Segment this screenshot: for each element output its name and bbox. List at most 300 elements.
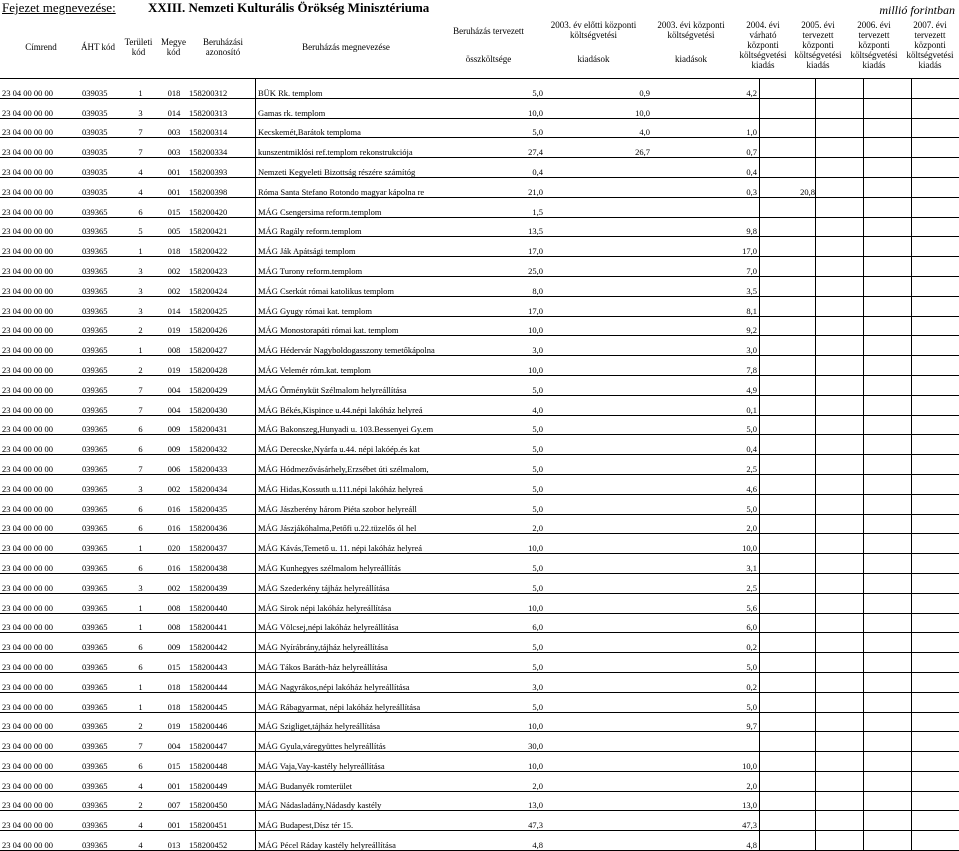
cimrend-cell: 23 04 00 00 00	[0, 554, 82, 574]
kiadas-2007-cell	[911, 217, 959, 237]
kiadas-2003-elotti-cell	[545, 633, 652, 653]
kiadas-2005-cell	[816, 554, 864, 574]
megye-cell: 003	[159, 118, 189, 138]
header-azonosito: Beruházási azonosító	[203, 37, 243, 57]
megnevezes-cell: MÁG Cserkút római katolikus templom	[256, 276, 439, 296]
teruleti-cell: 6	[122, 435, 159, 455]
kiadas-2004-cell	[760, 672, 816, 692]
kiadas-2006-cell	[863, 494, 911, 514]
kiadas-2004-cell	[760, 197, 816, 217]
table-row	[0, 692, 959, 712]
kiadas-2006-cell	[863, 554, 911, 574]
kiadas-2003-elotti-cell	[545, 593, 652, 613]
kiadas-2006-cell	[863, 534, 911, 554]
azonosito-cell: 158200433	[189, 455, 256, 475]
aht-cell: 039365	[82, 573, 122, 593]
azonosito-cell: 158200441	[189, 613, 256, 633]
cimrend-cell: 23 04 00 00 00	[0, 415, 82, 435]
kiadas-2005-cell	[816, 356, 864, 376]
kiadas-2005-cell	[816, 514, 864, 534]
teruleti-cell: 1	[122, 672, 159, 692]
megye-cell: 014	[159, 98, 189, 118]
teruleti-cell: 2	[122, 712, 159, 732]
kiadas-2007-cell	[911, 237, 959, 257]
kiadas-2007-cell	[911, 633, 959, 653]
kiadas-2007-cell	[911, 593, 959, 613]
azonosito-cell: 158200447	[189, 732, 256, 752]
kiadas-2006-cell	[863, 732, 911, 752]
aht-cell: 039365	[82, 771, 122, 791]
azonosito-cell: 158200426	[189, 316, 256, 336]
osszkoltseg-cell: 8,0	[438, 276, 545, 296]
aht-cell: 039365	[82, 395, 122, 415]
osszkoltseg-cell: 47,3	[438, 811, 545, 831]
kiadas-2003-cell: 0,3	[652, 177, 760, 197]
kiadas-2003-cell: 2,5	[652, 573, 760, 593]
kiadas-2003-cell: 9,2	[652, 316, 760, 336]
teruleti-cell: 7	[122, 118, 159, 138]
cimrend-cell: 23 04 00 00 00	[0, 158, 82, 178]
megye-cell: 004	[159, 375, 189, 395]
kiadas-2006-cell	[863, 395, 911, 415]
cimrend-cell: 23 04 00 00 00	[0, 712, 82, 732]
megnevezes-cell: MÁG Gyula,váregyüttes helyreállítás	[256, 732, 439, 752]
kiadas-2003-elotti-cell: 26,7	[545, 138, 652, 158]
aht-cell: 039365	[82, 415, 122, 435]
azonosito-cell: 158200444	[189, 672, 256, 692]
cimrend-cell: 23 04 00 00 00	[0, 455, 82, 475]
teruleti-cell: 3	[122, 257, 159, 277]
table-row	[0, 177, 959, 197]
kiadas-2005-cell	[816, 158, 864, 178]
kiadas-2003-cell: 2,0	[652, 771, 760, 791]
azonosito-cell: 158200443	[189, 653, 256, 673]
osszkoltseg-cell: 1,5	[438, 197, 545, 217]
kiadas-2006-cell	[863, 514, 911, 534]
megye-cell: 019	[159, 316, 189, 336]
table-row	[0, 752, 959, 772]
kiadas-2007-cell	[911, 712, 959, 732]
table-row	[0, 633, 959, 653]
cimrend-cell: 23 04 00 00 00	[0, 633, 82, 653]
kiadas-2004-cell	[760, 276, 816, 296]
aht-cell: 039365	[82, 237, 122, 257]
megye-cell: 015	[159, 752, 189, 772]
kiadas-2003-elotti-cell	[545, 197, 652, 217]
kiadas-2007-cell	[911, 276, 959, 296]
table-row	[0, 712, 959, 732]
megye-cell: 001	[159, 771, 189, 791]
kiadas-2007-cell	[911, 138, 959, 158]
teruleti-cell: 3	[122, 276, 159, 296]
megnevezes-cell: MÁG Rábagyarmat, népi lakóház helyreállítása	[256, 692, 439, 712]
aht-cell: 039365	[82, 653, 122, 673]
megnevezes-cell: MÁG Monostorapáti római kat. templom	[256, 316, 439, 336]
table-row	[0, 534, 959, 554]
megnevezes-cell: Kecskemét,Barátok temploma	[256, 118, 439, 138]
kiadas-2005-cell	[816, 217, 864, 237]
kiadas-2006-cell	[863, 79, 911, 98]
azonosito-cell: 158200423	[189, 257, 256, 277]
osszkoltseg-cell: 10,0	[438, 593, 545, 613]
aht-cell: 039365	[82, 633, 122, 653]
kiadas-2006-cell	[863, 455, 911, 475]
teruleti-cell: 6	[122, 494, 159, 514]
azonosito-cell: 158200398	[189, 177, 256, 197]
kiadas-2005-cell	[816, 316, 864, 336]
kiadas-2003-elotti-cell	[545, 395, 652, 415]
aht-cell: 039365	[82, 435, 122, 455]
azonosito-cell: 158200436	[189, 514, 256, 534]
kiadas-2005-cell	[816, 336, 864, 356]
megye-cell: 018	[159, 692, 189, 712]
azonosito-cell: 158200451	[189, 811, 256, 831]
kiadas-2005-cell	[816, 415, 864, 435]
megnevezes-cell: MÁG Gyugy római kat. templom	[256, 296, 439, 316]
kiadas-2005-cell	[816, 257, 864, 277]
megnevezes-cell: kunszentmiklósi ref.templom rekonstrukciója	[256, 138, 439, 158]
teruleti-cell: 7	[122, 375, 159, 395]
kiadas-2003-elotti-cell	[545, 177, 652, 197]
teruleti-cell: 6	[122, 514, 159, 534]
megnevezes-cell: BÜK Rk. templom	[256, 79, 439, 98]
aht-cell: 039365	[82, 752, 122, 772]
osszkoltseg-cell: 5,0	[438, 554, 545, 574]
kiadas-2004-cell: 20,8	[760, 177, 816, 197]
aht-cell: 039365	[82, 831, 122, 851]
megye-cell: 015	[159, 197, 189, 217]
azonosito-cell: 158200449	[189, 771, 256, 791]
osszkoltseg-cell: 3,0	[438, 336, 545, 356]
table-row	[0, 791, 959, 811]
megnevezes-cell: MÁG Sirok népi lakóház helyreállítása	[256, 593, 439, 613]
kiadas-2006-cell	[863, 771, 911, 791]
kiadas-2003-elotti-cell	[545, 712, 652, 732]
azonosito-cell: 158200434	[189, 474, 256, 494]
osszkoltseg-cell: 5,0	[438, 633, 545, 653]
megye-cell: 020	[159, 534, 189, 554]
megnevezes-cell: MÁG Velemér róm.kat. templom	[256, 356, 439, 376]
table-row	[0, 455, 959, 475]
kiadas-2004-cell	[760, 296, 816, 316]
table-row	[0, 395, 959, 415]
kiadas-2003-cell: 2,5	[652, 455, 760, 475]
kiadas-2003-cell: 47,3	[652, 811, 760, 831]
kiadas-2004-cell	[760, 217, 816, 237]
kiadas-2003-elotti-cell	[545, 514, 652, 534]
kiadas-2004-cell	[760, 435, 816, 455]
kiadas-2004-cell	[760, 455, 816, 475]
kiadas-2003-cell: 10,0	[652, 752, 760, 772]
megnevezes-cell: MÁG Derecske,Nyárfa u.44. népi lakóép.és kat	[256, 435, 439, 455]
kiadas-2006-cell	[863, 653, 911, 673]
kiadas-2007-cell	[911, 752, 959, 772]
kiadas-2007-cell	[911, 79, 959, 98]
megnevezes-cell: MÁG Hódmezővásárhely,Erzsébet úti szélmalom,	[256, 455, 439, 475]
kiadas-2003-cell: 5,0	[652, 415, 760, 435]
kiadas-2003-elotti-cell	[545, 276, 652, 296]
aht-cell: 039365	[82, 197, 122, 217]
aht-cell: 039365	[82, 554, 122, 574]
megnevezes-cell: MÁG Csengersima reform.templom	[256, 197, 439, 217]
kiadas-2005-cell	[816, 276, 864, 296]
azonosito-cell: 158200422	[189, 237, 256, 257]
osszkoltseg-cell: 3,0	[438, 672, 545, 692]
kiadas-2004-cell	[760, 79, 816, 98]
kiadas-2003-cell: 3,5	[652, 276, 760, 296]
teruleti-cell: 1	[122, 613, 159, 633]
cimrend-cell: 23 04 00 00 00	[0, 375, 82, 395]
kiadas-2003-elotti-cell	[545, 415, 652, 435]
kiadas-2007-cell	[911, 158, 959, 178]
table-row	[0, 415, 959, 435]
osszkoltseg-cell: 13,5	[438, 217, 545, 237]
header-2006: 2006. évi tervezett központi költségvetési kiadás	[850, 20, 898, 70]
header-cimrend: Címrend	[25, 42, 57, 52]
aht-cell: 039365	[82, 316, 122, 336]
cimrend-cell: 23 04 00 00 00	[0, 494, 82, 514]
cimrend-cell: 23 04 00 00 00	[0, 197, 82, 217]
azonosito-cell: 158200432	[189, 435, 256, 455]
azonosito-cell: 158200435	[189, 494, 256, 514]
cimrend-cell: 23 04 00 00 00	[0, 831, 82, 851]
kiadas-2006-cell	[863, 177, 911, 197]
ministry-name: XXIII. Nemzeti Kulturális Örökség Minisztériuma	[148, 0, 430, 15]
osszkoltseg-cell: 2,0	[438, 514, 545, 534]
osszkoltseg-cell: 5,0	[438, 435, 545, 455]
megye-cell: 001	[159, 158, 189, 178]
cimrend-cell: 23 04 00 00 00	[0, 79, 82, 98]
azonosito-cell: 158200393	[189, 158, 256, 178]
kiadas-2005-cell	[816, 653, 864, 673]
kiadas-2007-cell	[911, 98, 959, 118]
kiadas-2007-cell	[911, 455, 959, 475]
megye-cell: 008	[159, 613, 189, 633]
kiadas-2003-elotti-cell	[545, 831, 652, 851]
kiadas-2004-cell	[760, 237, 816, 257]
kiadas-2007-cell	[911, 316, 959, 336]
kiadas-2006-cell	[863, 831, 911, 851]
kiadas-2003-cell: 9,8	[652, 217, 760, 237]
kiadas-2004-cell	[760, 732, 816, 752]
azonosito-cell: 158200442	[189, 633, 256, 653]
kiadas-2003-elotti-cell	[545, 158, 652, 178]
kiadas-2006-cell	[863, 593, 911, 613]
kiadas-2003-cell: 17,0	[652, 237, 760, 257]
osszkoltseg-cell: 13,0	[438, 791, 545, 811]
osszkoltseg-cell: 5,0	[438, 653, 545, 673]
megnevezes-cell: MÁG Ják Apátsági templom	[256, 237, 439, 257]
kiadas-2004-cell	[760, 494, 816, 514]
megye-cell: 018	[159, 79, 189, 98]
megye-cell: 006	[159, 455, 189, 475]
kiadas-2003-elotti-cell	[545, 316, 652, 336]
kiadas-2007-cell	[911, 514, 959, 534]
megnevezes-cell: MÁG Ragály reform.templom	[256, 217, 439, 237]
kiadas-2004-cell	[760, 316, 816, 336]
aht-cell: 039365	[82, 455, 122, 475]
megye-cell: 004	[159, 732, 189, 752]
teruleti-cell: 6	[122, 197, 159, 217]
teruleti-cell: 4	[122, 158, 159, 178]
kiadas-2003-elotti-cell	[545, 494, 652, 514]
aht-cell: 039035	[82, 138, 122, 158]
azonosito-cell: 158200424	[189, 276, 256, 296]
kiadas-2004-cell	[760, 791, 816, 811]
kiadas-2005-cell	[816, 98, 864, 118]
kiadas-2003-elotti-cell	[545, 534, 652, 554]
kiadas-2005-cell	[816, 177, 864, 197]
kiadas-2003-cell: 4,6	[652, 474, 760, 494]
kiadas-2003-elotti-cell	[545, 771, 652, 791]
kiadas-2006-cell	[863, 276, 911, 296]
kiadas-2005-cell	[816, 474, 864, 494]
osszkoltseg-cell: 10,0	[438, 356, 545, 376]
aht-cell: 039365	[82, 712, 122, 732]
kiadas-2006-cell	[863, 98, 911, 118]
osszkoltseg-cell: 5,0	[438, 455, 545, 475]
cimrend-cell: 23 04 00 00 00	[0, 177, 82, 197]
kiadas-2005-cell	[816, 395, 864, 415]
kiadas-2005-cell	[816, 79, 864, 98]
megye-cell: 019	[159, 356, 189, 376]
kiadas-2007-cell	[911, 177, 959, 197]
teruleti-cell: 2	[122, 316, 159, 336]
teruleti-cell: 1	[122, 336, 159, 356]
megye-cell: 018	[159, 237, 189, 257]
kiadas-2003-elotti-cell	[545, 356, 652, 376]
megye-cell: 004	[159, 395, 189, 415]
kiadas-2003-elotti-cell	[545, 257, 652, 277]
osszkoltseg-cell: 5,0	[438, 118, 545, 138]
azonosito-cell: 158200314	[189, 118, 256, 138]
cimrend-cell: 23 04 00 00 00	[0, 692, 82, 712]
cimrend-cell: 23 04 00 00 00	[0, 672, 82, 692]
azonosito-cell: 158200439	[189, 573, 256, 593]
teruleti-cell: 3	[122, 573, 159, 593]
kiadas-2006-cell	[863, 672, 911, 692]
kiadas-2003-cell: 7,8	[652, 356, 760, 376]
kiadas-2004-cell	[760, 336, 816, 356]
teruleti-cell: 4	[122, 811, 159, 831]
megnevezes-cell: Gamas rk. templom	[256, 98, 439, 118]
azonosito-cell: 158200420	[189, 197, 256, 217]
kiadas-2003-elotti-cell	[545, 672, 652, 692]
header-2007: 2007. évi tervezett központi költségvetési kiadás	[906, 20, 954, 70]
megnevezes-cell: MÁG Turony reform.templom	[256, 257, 439, 277]
teruleti-cell: 6	[122, 752, 159, 772]
kiadas-2006-cell	[863, 257, 911, 277]
teruleti-cell: 2	[122, 356, 159, 376]
header-teruleti: Területi kód	[124, 37, 153, 57]
cimrend-cell: 23 04 00 00 00	[0, 771, 82, 791]
aht-cell: 039365	[82, 217, 122, 237]
megnevezes-cell: MÁG Kunhegyes szélmalom helyreállítás	[256, 554, 439, 574]
kiadas-2005-cell	[816, 197, 864, 217]
header-2003-elotti: 2003. év előtti központi költségvetési	[550, 20, 637, 40]
kiadas-2007-cell	[911, 296, 959, 316]
megye-cell: 007	[159, 791, 189, 811]
kiadas-2003-cell: 1,0	[652, 118, 760, 138]
kiadas-2003-cell: 8,1	[652, 296, 760, 316]
kiadas-2003-elotti-cell: 0,9	[545, 79, 652, 98]
teruleti-cell: 1	[122, 237, 159, 257]
kiadas-2007-cell	[911, 573, 959, 593]
megnevezes-cell: MÁG Jászberény három Piéta szobor helyreáll	[256, 494, 439, 514]
aht-cell: 039365	[82, 791, 122, 811]
megye-cell: 002	[159, 276, 189, 296]
kiadas-2003-cell: 0,4	[652, 435, 760, 455]
kiadas-2003-elotti-cell	[545, 573, 652, 593]
cimrend-cell: 23 04 00 00 00	[0, 336, 82, 356]
osszkoltseg-cell: 5,0	[438, 474, 545, 494]
table-row	[0, 732, 959, 752]
kiadas-2004-cell	[760, 692, 816, 712]
kiadas-2003-cell: 3,1	[652, 554, 760, 574]
kiadas-2005-cell	[816, 455, 864, 475]
osszkoltseg-cell: 10,0	[438, 316, 545, 336]
kiadas-2007-cell	[911, 692, 959, 712]
cimrend-cell: 23 04 00 00 00	[0, 217, 82, 237]
megnevezes-cell: MÁG Jászjákóhalma,Petőfi u.22.tüzelős ól hel	[256, 514, 439, 534]
teruleti-cell: 4	[122, 177, 159, 197]
kiadas-2003-cell	[652, 98, 760, 118]
kiadas-2003-cell	[652, 197, 760, 217]
chapter-label: Fejezet megnevezése:	[2, 0, 116, 15]
kiadas-2007-cell	[911, 118, 959, 138]
aht-cell: 039365	[82, 474, 122, 494]
teruleti-cell: 1	[122, 79, 159, 98]
megye-cell: 002	[159, 474, 189, 494]
kiadas-2007-cell	[911, 771, 959, 791]
table-row	[0, 514, 959, 534]
teruleti-cell: 7	[122, 395, 159, 415]
table-row	[0, 653, 959, 673]
kiadas-2003-cell: 4,8	[652, 831, 760, 851]
kiadas-2004-cell	[760, 752, 816, 772]
kiadas-2005-cell	[816, 435, 864, 455]
teruleti-cell: 3	[122, 98, 159, 118]
kiadas-2005-cell	[816, 296, 864, 316]
kiadas-2003-elotti-cell	[545, 217, 652, 237]
cimrend-cell: 23 04 00 00 00	[0, 395, 82, 415]
osszkoltseg-cell: 5,0	[438, 692, 545, 712]
table-row	[0, 811, 959, 831]
kiadas-2003-elotti-cell: 4,0	[545, 118, 652, 138]
azonosito-cell: 158200448	[189, 752, 256, 772]
osszkoltseg-cell: 5,0	[438, 79, 545, 98]
megnevezes-cell: MÁG Vaja,Vay-kastély helyreállítása	[256, 752, 439, 772]
aht-cell: 039365	[82, 356, 122, 376]
megnevezes-cell: MÁG Szigliget,tájház helyreállítása	[256, 712, 439, 732]
header-2005: 2005. évi tervezett központi költségvetési kiadás	[794, 20, 842, 70]
aht-cell: 039365	[82, 494, 122, 514]
header-megnevezes: Beruházás megnevezése	[302, 42, 390, 52]
aht-cell: 039035	[82, 158, 122, 178]
osszkoltseg-cell: 6,0	[438, 613, 545, 633]
kiadas-2004-cell	[760, 375, 816, 395]
kiadas-2003-elotti-cell: 10,0	[545, 98, 652, 118]
osszkoltseg-cell: 30,0	[438, 732, 545, 752]
megye-cell: 005	[159, 217, 189, 237]
teruleti-cell: 1	[122, 534, 159, 554]
kiadas-2007-cell	[911, 375, 959, 395]
megye-cell: 008	[159, 336, 189, 356]
cimrend-cell: 23 04 00 00 00	[0, 138, 82, 158]
megye-cell: 009	[159, 633, 189, 653]
kiadas-2004-cell	[760, 474, 816, 494]
azonosito-cell: 158200334	[189, 138, 256, 158]
